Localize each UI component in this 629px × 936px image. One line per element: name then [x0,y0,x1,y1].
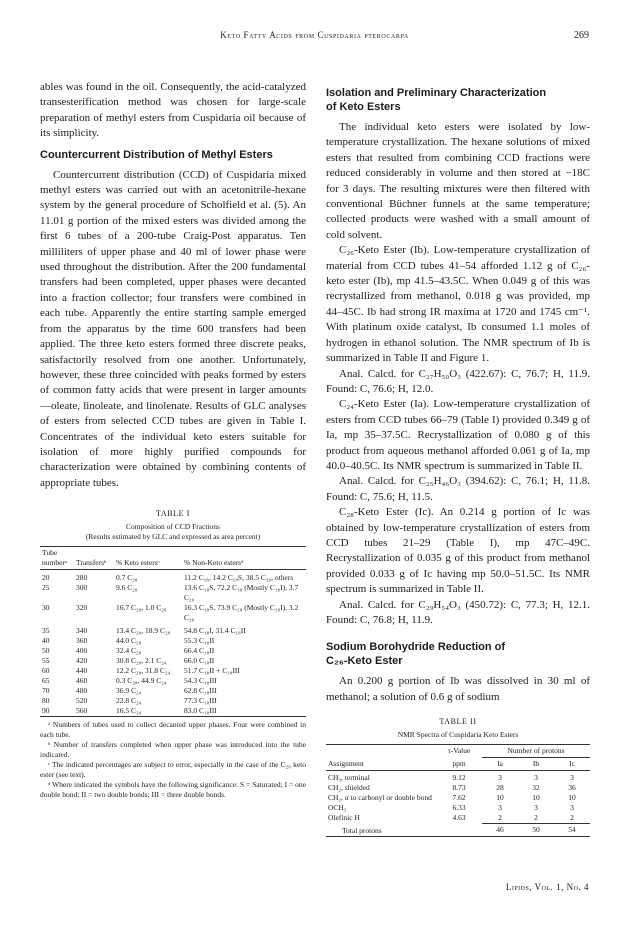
table2-cell: 2 [570,813,574,823]
table1-cell: 0.7 C₂₈ [116,573,138,583]
table1-row [40,603,306,623]
table1-cell: 51.7 C₁₈II + C₁₈III [184,666,240,676]
table2-subtitle: NMR Spectra of Cuspidaria Keto Esters [397,730,519,740]
table1-cell: 54.8 C₁₈I, 31.4 C₁₈II [184,626,246,636]
table2-row [326,793,590,803]
table2-cell: CH₂, α to carbonyl or double bond [328,793,432,803]
table1-header-cell: % Non-Keto estersᵈ [182,547,306,570]
table2-total-cell: 54 [554,824,590,837]
table2-cell: 3 [498,803,502,813]
table1-cell: 65 [42,676,50,686]
table1-cell: 280 [76,573,88,583]
table1-cell: 54.3 C₁₈III [184,676,217,686]
table1-footnote: ᵇ Number of transfers completed when upper phase was introduced into the tube indicated. [40,740,306,760]
table2-cell: 10 [496,793,504,803]
section-heading-isolation-1: Isolation and Preliminary Characterization [326,87,547,99]
right-column [326,80,590,837]
table2-cell: 36 [568,783,576,793]
table1-cell: 60 [42,666,50,676]
table1-cell: 20 [42,573,50,583]
table2-header-ib: Ib [518,758,554,771]
table1-footnote: ᵃ Numbers of tubes used to collect decanted upper phases. Four were combined in each tube. [40,720,306,740]
table1-cell: 55 [42,656,50,666]
table1-cell: 32.4 C₂₈ [116,646,142,656]
table1-cell: 0.3 C₂₈, 44.9 C₂₄ [116,676,167,686]
table1-cell: 90 [42,706,50,716]
right-paragraph-c28: C₂₈-Keto Ester (Ic). An 0.214 g portion of Ic was obtained by low-temperature crystallization of esters from CCD tubes 21–29 (Table I), mp 47C–49C. Recrystallization of 0.035 g of this product from methanol provided 0.033 g of Ic having mp 50.0–51.5C. Its NMR spectrum is summarized in Table II. [326,506,590,596]
section-heading-borohydride-2: C₂₆-Keto Ester [326,655,403,668]
table1-footnotes [40,720,306,800]
table1-cell: 30.8 C₂₈, 2.1 C₂₄ [116,656,167,666]
table2-cell: 28 [496,783,504,793]
right-paragraph-c24: C₂₄-Keto Ester (Ia). Low-temperature crystallization of esters from CCD tubes 66–79 (Table I) provided 0.349 g of Ia, mp 35–37.5C. Recrystallization of 0.080 g of this product from aqueous methanol afforded 0.061 g of Ia, mp 40.0–40.5C. Its NMR spectrum is summarized in Table II. [326,398,590,472]
table1-cell: 25 [42,583,50,593]
left-paragraph-2: Countercurrent distribution (CCD) of Cuspidaria mixed methyl esters was carried out with an acetonitrile-hexane system by the general procedure of Scholfield et al. (5). An 11.01 g portion of the mixed esters was divided among the first 6 tubes of a 200-tube Craig-Post apparatus. Ten milliliters of upper phase and 40 ml of lower phase were used throughout the distribution. After the 200 fundamental transfers had been completed, upper phases were decanted into a fraction collector; four transfers were combined in each tube. Apparently the entire starting sample emerged from the apparatus by the time 600 transfers had been applied. The three keto esters formed three discrete peaks, satisfactorily resolved from one another. Unfortunately, however, these three coincided with peaks formed by esters of common fatty acids that were present in larger amounts—oleate, linoleate, and linolenate. Results of GLC analyses of esters from selected CCD tubes are given in Table I. Concentrates of the individual keto esters suitable for isolation of more highly purified compounds for characterization were obtained by combining contents of appropriate tubes. [40,168,306,489]
table1 [40,546,306,717]
table1-cell: 70 [42,686,50,696]
table2-row [326,803,590,813]
table2-cell: 32 [532,783,540,793]
table2-row [326,783,590,793]
table1-cell: 62.8 C₁₈III [184,686,217,696]
table1-footnote: ᵈ Where indicated the symbols have the following significance: S = Saturated; I = one double bond; II = two double bonds; III = three double bonds. [40,780,306,800]
running-header [40,30,589,44]
journal-footer: Lipids, Vol. 1, No. 4 [505,882,589,892]
table1-cell: 13.6 C₁₈S, 72.2 C₁₈ (Mostly C₁₈I), 3.7 C₂₀ [184,583,299,603]
table1-cell: 300 [76,583,88,593]
section-heading-ccd: Countercurrent Distribution of Methyl Esters [40,148,273,161]
right-paragraph-borohydride: An 0.200 g portion of Ib was dissolved in 30 ml of methanol; a solution of 0.6 g of sodium [326,675,590,703]
table1-cell: 36.9 C₂₄ [116,686,142,696]
page-number: 269 [574,30,589,41]
table1-cell: 30 [42,603,50,613]
table2-header-ia: Ia [482,758,518,771]
table1-row [40,706,306,717]
table2-header-protons: Number of protons [482,745,590,758]
table1-cell: 44.0 C₂₈ [116,636,142,646]
right-paragraph-isolation: The individual keto esters were isolated by low-temperature crystallization. The hexane solutions of mixed esters that resulted from combining CCD fractions were reduced considerably in volume and then stored at −18C for 3 days. The resulting mixtures were then filtered with conventional Büchner funnels at the same temperature; collected products were washed with a small amount of cold solvent. [326,121,590,241]
table2-total-cell: 46 [482,824,518,837]
table1-row [40,646,306,656]
table1-row [40,656,306,666]
table2-cell: 3 [534,803,538,813]
table2-cell: 10 [532,793,540,803]
table1-cell: 420 [76,656,88,666]
section-heading-isolation-2: of Keto Esters [326,101,401,113]
table2-header-row [326,745,590,758]
table2-caption: TABLE II [439,717,477,727]
right-paragraph-anal-ic: Anal. Calcd. for C₂₉H₅₄O₃ (450.72): C, 77.3; H, 12.1. Found: C, 76.8; H, 11.9. [326,598,590,626]
table2-cell: 10 [568,793,576,803]
table2-total-cell: 50 [518,824,554,837]
table1-cell: 40 [42,636,50,646]
table1-cell: 35 [42,626,50,636]
table1-footnote: ᶜ The indicated percentages are subject to error, especially in the case of the C₂₈ keto ester (see text). [40,760,306,780]
table2-total-row [326,824,590,837]
table1-row [40,570,306,584]
table2-cell: 7.62 [452,793,466,803]
table1-header-cell: Tube numberᵃ [40,547,74,570]
table1-cell: 460 [76,676,88,686]
table2-cell: CH₂, shielded [328,783,370,793]
table2-cell: 2 [534,813,538,823]
table2-cell: 2 [498,813,502,823]
table2-cell: CH₃, terminal [328,773,370,783]
table1-cell: 16.5 C₂₄ [116,706,142,716]
table1-cell: 560 [76,706,88,716]
table1-header-cell: % Keto estersᶜ [114,547,182,570]
table2-cell: OCH₃ [328,803,347,813]
left-column [40,80,306,800]
table1-cell: 11.2 C₁₆, 14.2 C₁₈S, 38.5 C₂₀, others [184,573,294,583]
table2-row [326,771,590,784]
table1-cell: 55.3 C₁₈II [184,636,215,646]
table1-row [40,676,306,686]
table1-cell: 50 [42,646,50,656]
table2-header-ic: Ic [554,758,590,771]
table1-cell: 480 [76,686,88,696]
table1-cell: 22.8 C₂₄ [116,696,142,706]
table2-cell: 8.73 [452,783,466,793]
running-title: Keto Fatty Acids from Cuspidaria pterocarpa [220,30,409,40]
table1-row [40,583,306,603]
table1-cell: 320 [76,603,88,613]
table2-cell: 3 [498,773,502,783]
table1-cell: 83.0 C₁₈III [184,706,217,716]
table1-cell: 440 [76,666,88,676]
table1-cell: 80 [42,696,50,706]
table2-header-ppm: ppm [436,758,482,771]
table1-row [40,636,306,646]
table1-caption: TABLE I [156,509,190,519]
table2-cell: 3 [570,803,574,813]
table1-header-row [40,547,306,570]
table1-row [40,623,306,636]
table1-subtitle-1: Composition of CCD Fractions [126,522,220,532]
table2-total-label: Total protons [342,825,382,835]
right-paragraph-c26: C₂₆-Keto Ester (Ib). Low-temperature crystallization of material from CCD tubes 41–54 afforded 1.12 g of C₂₆-keto ester (Ib), mp 41.5–43.5C. When 0.049 g of this was recrystallized from methanol, 0.018 g was provided, mp 44–45C. Ib had strong IR maxima at 1720 and 1745 cm⁻¹. With platinum oxide catalyst, Ib consumed 1.1 moles of hydrogen in ethanol solution. The NMR spectrum of Ib is summarized in Table II and Figure 1. [326,244,590,365]
table1-cell: 9.6 C₂₈ [116,583,138,593]
table1-cell: 12.2 C₂₈, 31.8 C₂₄ [116,666,171,676]
table1-cell: 400 [76,646,88,656]
table1-cell: 66.0 C₁₈II [184,656,215,666]
table2-cell: 3 [534,773,538,783]
right-paragraph-anal-ib: Anal. Calcd. for C₂₇H₅₀O₃ (422.67): C, 76.7; H, 11.9. Found: C, 76.6; H, 12.0. [326,367,590,395]
table1-row [40,686,306,696]
table1-header-cell: Transfersᵇ [74,547,114,570]
table1-cell: 77.3 C₁₈III [184,696,217,706]
left-paragraph-1: ables was found in the oil. Consequently, the acid-catalyzed transesterification method was chosen for large-scale preparation of methyl esters from Cuspidaria oil because of its simplicity. [40,81,306,140]
table2-row [326,813,590,824]
table1-row [40,666,306,676]
table2-spacer [436,824,482,837]
table2-cell: 6.33 [452,803,466,813]
table2 [326,744,590,837]
table1-cell: 340 [76,626,88,636]
table1-row [40,696,306,706]
table2-cell: 3 [570,773,574,783]
table2-cell: 9.12 [452,773,466,783]
table1-cell: 66.4 C₁₈II [184,646,215,656]
table1-cell: 16.7 C₂₈, 1.0 C₂₆ [116,603,167,613]
table2-cell: 4.63 [452,813,466,823]
table2-header-tau: τ-Value [447,746,471,756]
right-paragraph-anal-ia: Anal. Calcd. for C₂₅H₄₆O₃ (394.62): C, 76.1; H, 11.8. Found: C, 75.6; H, 11.5. [326,475,590,503]
table2-header-assignment: Assignment [326,745,436,771]
table1-cell: 13.4 C₂₀, 18.9 C₂₈ [116,626,171,636]
table1-cell: 16.3 C₁₈S, 73.9 C₁₈ (Mostly C₁₈I), 3.2 C₂₀ [184,603,299,623]
table1-subtitle-2: (Results estimated by GLC and expressed as area percent) [85,532,261,542]
table1-cell: 360 [76,636,88,646]
table1-cell: 520 [76,696,88,706]
table2-cell: Olefinic H [328,813,360,823]
section-heading-borohydride-1: Sodium Borohydride Reduction of [326,641,506,654]
